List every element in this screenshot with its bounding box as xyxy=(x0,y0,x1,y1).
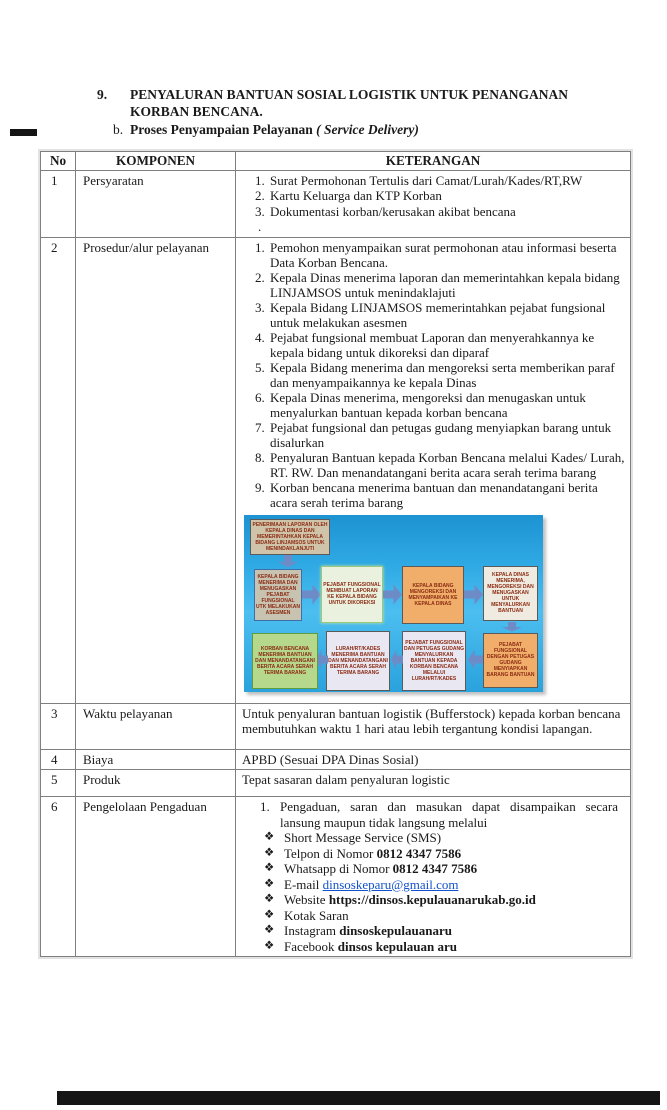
row2-keterangan xyxy=(236,237,631,703)
list-item-facebook: ❖ Facebook dinsos kepulauan aru xyxy=(264,938,458,954)
table-row-produk xyxy=(41,770,631,797)
bullet-diamond-icon: ❖ xyxy=(264,908,275,921)
row1-keterangan xyxy=(236,170,631,237)
table-row-biaya xyxy=(41,749,631,770)
list-item: 9. Korban bencana menerima bantuan dan menandatangani berita acara serah terima barang xyxy=(268,480,626,510)
arrow-right-icon xyxy=(383,585,402,605)
row3-komponen: Waktu pelayanan xyxy=(76,703,236,749)
flowchart-box-menyiapkan-barang: PEJABAT FUNGSIONAL DENGAN PETUGAS GUDANG MENYIAPKAN BARANG BANTUAN xyxy=(483,633,538,688)
table-row-persyaratan xyxy=(41,170,631,237)
row4-komponen: Biaya xyxy=(76,749,236,770)
table-row-pengaduan xyxy=(41,797,631,957)
scan-artifact-bottom xyxy=(57,1091,660,1105)
list-item: 1. Pemohon menyampaikan surat permohonan atau informasi beserta Data Korban Bencana. xyxy=(268,240,626,270)
row3-keterangan: Untuk penyaluran bantuan logistik (Bufferstock) kepada korban bencana membutuhkan waktu 1 hari atau lebih tergantung kondisi lapangan. xyxy=(236,703,631,749)
list-item: 6. Kepala Dinas menerima, mengoreksi dan menugaskan untuk menyalurkan bantuan kepada korban bencana xyxy=(268,390,626,420)
facebook-handle: dinsos kepulauan aru xyxy=(337,938,458,954)
bullet-diamond-icon: ❖ xyxy=(264,893,275,905)
flowchart-box-lurah-menerima: LURAH/RT/KADES MENERIMA BANTUAN DAN MENANDATANGANI BERITA ACARA SERAH TERIMA BARANG xyxy=(326,631,390,691)
row6-no: 6 xyxy=(41,797,76,957)
list-item: 2. Kartu Keluarga dan KTP Korban xyxy=(268,188,626,204)
arrow-left-icon xyxy=(468,650,483,670)
procedure-flowchart xyxy=(244,515,543,692)
bullet-diamond-icon: ❖ xyxy=(264,877,275,890)
row1-no: 1 xyxy=(41,170,76,237)
flowchart-box-penerimaan-laporan: PENERIMAAN LAPORAN OLEH KEPALA DINAS DAN MEMERINTAHKAN KEPALA BIDANG LINJAMSOS UNTUK MENINDAKLANJUTI xyxy=(250,519,330,555)
whatsapp-number: 0812 4347 7586 xyxy=(392,861,478,876)
list-item: 3. Kepala Bidang LINJAMSOS memerintahkan pejabat fungsional untuk melakukan asesmen xyxy=(268,300,626,330)
bullet-diamond-icon: ❖ xyxy=(264,846,275,859)
bullet-diamond-icon: ❖ xyxy=(264,924,275,936)
row4-keterangan: APBD (Sesuai DPA Dinas Sosial) xyxy=(236,749,631,770)
arrow-down-icon xyxy=(278,555,298,568)
row2-no: 2 xyxy=(41,237,76,703)
flowchart-box-kepala-bidang-mengoreksi: KEPALA BIDANG MENGOREKSI DAN MENYAMPAIKAN KE KEPALA DINAS xyxy=(402,566,464,624)
website-url: https://dinsos.kepulauanarukab.go.id xyxy=(328,892,536,907)
row2-komponen: Prosedur/alur pelayanan xyxy=(76,237,236,703)
arrow-down-icon xyxy=(502,622,522,632)
list-item: 7. Pejabat fungsional dan petugas gudang menyiapkan barang untuk disalurkan xyxy=(268,420,626,450)
heading-title-line1: PENYALURAN BANTUAN SOSIAL LOGISTIK UNTUK PENANGANAN xyxy=(130,87,568,102)
bullet-diamond-icon: ❖ xyxy=(264,939,275,952)
row5-no: 5 xyxy=(41,770,76,797)
intro-number: 1. xyxy=(260,799,270,814)
list-item-telpon: ❖ Telpon di Nomor 0812 4347 7586 xyxy=(264,845,462,861)
list-item-instagram: ❖ Instagram dinsoskepulauanaru xyxy=(264,923,452,938)
flowchart-box-korban-menerima: KORBAN BENCANA MENERIMA BANTUAN DAN MENANDATANGANI BERITA ACARA SERAH TERIMA BARANG xyxy=(252,633,318,689)
subheading: Proses Penyampaian Pelayanan ( Service Delivery) xyxy=(130,122,419,137)
subheading-letter: b. xyxy=(113,122,124,137)
contact-channel-list xyxy=(264,830,626,954)
stray-period: . xyxy=(258,219,262,234)
flowchart-box-menyalurkan-bantuan: PEJABAT FUNGSIONAL DAN PETUGAS GUDANG MENYALURKAN BANTUAN KEPADA KORBAN BENCANA MELALUI LURAH/RT/KADES xyxy=(402,631,466,691)
header-keterangan: KETERANGAN xyxy=(236,152,631,171)
flowchart-box-kepala-bidang-menugaskan: KEPALA BIDANG MENERIMA DAN MENUGASKAN PEJABAT FUNGSIONAL UTK MELAKUKAN ASESMEN xyxy=(254,569,302,621)
arrow-right-icon xyxy=(302,585,321,605)
subheading-italic: ( Service Delivery) xyxy=(316,122,419,137)
flowchart-box-kepala-dinas-menugaskan: KEPALA DINAS MENERIMA, MENGOREKSI DAN MENUGASKAN UNTUK MENYALURKAN BANTUAN xyxy=(483,566,538,621)
pengaduan-intro: Pengaduan, saran dan masukan dapat disampaikan secara lansung maupun tidak langsung melalui xyxy=(280,799,618,830)
heading-title-line2: KORBAN BENCANA. xyxy=(130,104,263,119)
list-item: 3. Dokumentasi korban/kerusakan akibat bencana xyxy=(268,204,626,220)
row5-komponen: Produk xyxy=(76,770,236,797)
list-item-sms: ❖ Short Message Service (SMS) xyxy=(264,830,442,845)
list-item: 8. Penyaluran Bantuan kepada Korban Bencana melalui Kades/ Lurah, RT. RW. Dan menandatangani berita acara serah terima barang xyxy=(268,450,626,480)
document-heading xyxy=(97,86,667,138)
row4-no: 4 xyxy=(41,749,76,770)
row3-no: 3 xyxy=(41,703,76,749)
list-item: 4. Pejabat fungsional membuat Laporan dan menyerahkannya ke kepala bidang untuk dikoreksi dan diparaf xyxy=(268,330,626,360)
list-item-whatsapp: ❖ Whatsapp di Nomor 0812 4347 7586 xyxy=(264,861,478,876)
list-item-website: ❖ Website https://dinsos.kepulauanarukab.go.id xyxy=(264,892,536,907)
table-row-waktu xyxy=(41,703,631,749)
email-link[interactable]: dinsoskeparu@gmail.com xyxy=(322,876,459,892)
phone-number: 0812 4347 7586 xyxy=(376,845,462,861)
instagram-handle: dinsoskepulauanaru xyxy=(339,923,452,938)
service-delivery-table xyxy=(40,151,631,957)
heading-number: 9. xyxy=(97,87,108,102)
header-no: No xyxy=(41,152,76,171)
bullet-diamond-icon: ❖ xyxy=(264,862,275,874)
arrow-right-icon xyxy=(464,585,483,605)
flowchart-box-pejabat-membuat-laporan: PEJABAT FUNGSIONAL MEMBUAT LAPORAN KE KEPALA BIDANG UNTUK DIKOREKSI xyxy=(321,566,383,623)
row6-komponen: Pengelolaan Pengaduan xyxy=(76,797,236,957)
scan-artifact-top-left xyxy=(10,129,37,136)
list-item: 2. Kepala Dinas menerima laporan dan memerintahkan kepala bidang LINJAMSOS untuk menindaklajuti xyxy=(268,270,626,300)
table-header-row xyxy=(41,152,631,171)
header-komponen: KOMPONEN xyxy=(76,152,236,171)
row5-keterangan: Tepat sasaran dalam penyaluran logistic xyxy=(236,770,631,797)
table-row-prosedur xyxy=(41,237,631,703)
bullet-diamond-icon: ❖ xyxy=(264,831,275,843)
list-item: 5. Kepala Bidang menerima dan mengoreksi serta memberikan paraf dan menyampaikannya ke kepala Dinas xyxy=(268,360,626,390)
row1-komponen: Persyaratan xyxy=(76,170,236,237)
list-item-email: ❖ E-mail dinsoskeparu@gmail.com xyxy=(264,876,459,892)
list-item-kotak-saran: ❖ Kotak Saran xyxy=(264,907,349,923)
row6-keterangan xyxy=(236,797,631,957)
list-item: 1. Surat Permohonan Tertulis dari Camat/Lurah/Kades/RT,RW xyxy=(268,173,626,189)
